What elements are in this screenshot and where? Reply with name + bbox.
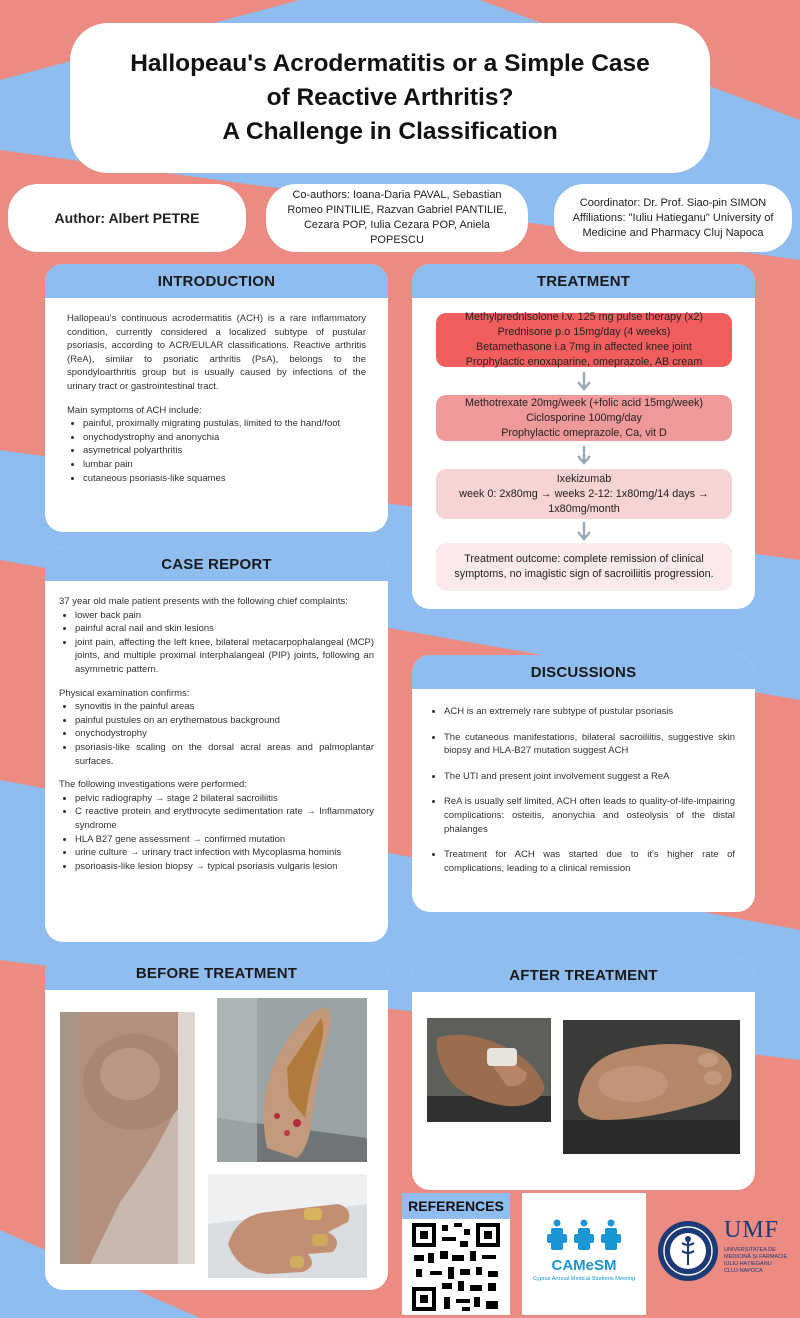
coordinator-box — [554, 184, 792, 252]
camesm-subtitle: Cyprus Annual Medical Students Meeting — [532, 1276, 636, 1282]
foot-photo — [217, 998, 367, 1162]
umf-sub-2: MEDICINĂ ȘI FARMACIE — [724, 1254, 788, 1260]
investigations-list — [59, 792, 374, 874]
treatment-line: Methylprednisolone i.v. 125 mg pulse therapy (x2) — [464, 311, 704, 323]
list-item: • psoriasis-like scaling on the dorsal acral areas and palmoplantar surfaces. — [75, 741, 374, 768]
symptoms-list — [67, 417, 366, 485]
treatment-line: Methotrexate 20mg/week (+folic acid 15mg/week) — [465, 396, 703, 409]
introduction-paragraph: Hallopeau's continuous acrodermatitis (ACH) is a rare inflammatory condition, currently considered a localized subtype of pustular psoriasis, according to ACR/EULAR classifications. Reactive arthritis (ReA), similar to psoriatic arthritis (PsA), belongs to the spondyloarthritis group but is usually caused by infections of the urinary tract or gastrointestinal tract. — [67, 313, 366, 392]
camesm-name: CAMeSM — [551, 1257, 617, 1274]
list-item: • asymetrical polyarthritis — [83, 444, 366, 458]
umf-logo — [656, 1215, 798, 1295]
introduction-heading: INTRODUCTION — [45, 264, 388, 298]
coordinator-text: Coordinator: Dr. Prof. Siao-pin SIMON Affiliations: "Iuliu Hatieganu" University of Medicine and Pharmacy Cluj Napoca — [572, 196, 774, 239]
treatment-step-3 — [436, 469, 732, 519]
case-report-card — [45, 547, 388, 942]
after-treatment-card — [412, 958, 755, 1190]
list-item: • painful pustules on an erythematous background — [75, 714, 374, 728]
list-item: • lumbar pain — [83, 458, 366, 472]
discussions-list — [432, 705, 735, 875]
title-line-2: of Reactive Arthritis? — [266, 84, 514, 111]
list-item: • ReA is usually self limited, ACH often leads to quality-of-life-impairing complications: osteitis, anonychia and osteolysis of the distal phalanges — [444, 795, 735, 836]
title-line-3: A Challenge in Classification — [222, 118, 558, 145]
treatment-line: symptoms, no imagistic sign of sacroiliitis progression. — [454, 568, 714, 580]
coauthors-text: Co-authors: Ioana-Daria PAVAL, Sebastian Romeo PINTILIE, Razvan Gabriel PANTILIE, Cezara POP, Iulia Cezara POP, Aniela POPESCU — [287, 189, 507, 246]
list-item: • lower back pain — [75, 609, 374, 623]
list-item: • The cutaneous manifestations, bilateral sacroiliitis, suggestive skin biopsy and HLA-B27 mutation suggest ACH — [444, 731, 735, 758]
coauthors-box — [266, 184, 528, 252]
umf-sub-4: CLUJ-NAPOCA — [724, 1268, 763, 1274]
treatment-outcome — [436, 543, 732, 591]
list-item: • joint pain, affecting the left knee, bilateral metacarpophalangeal (MCP) joints, and multiple proximal interphalangeal (PIP) joints, following an asymmetric pattern. — [75, 636, 374, 677]
before-treatment-card — [45, 956, 388, 1290]
complaints-list — [59, 609, 374, 677]
list-item: • C reactive protein and erythrocyte sedimentation rate → Inflammatory syndrome — [75, 805, 374, 832]
camesm-logo — [522, 1193, 646, 1315]
list-item: • onychodystrophy — [75, 727, 374, 741]
foot-after-photo — [563, 1020, 740, 1154]
author-name: Author: Albert PETRE — [54, 210, 200, 226]
references-box — [402, 1193, 510, 1315]
umf-sub-1: UNIVERSITATEA DE — [724, 1247, 776, 1253]
investigations-intro: The following investigations were performed: — [59, 779, 247, 791]
treatment-line: Betamethasone i.a 7mg in affected knee joint — [476, 341, 692, 353]
list-item: • cutaneous psoriasis-like squames — [83, 472, 366, 486]
treatment-line: Prednisone p.o 15mg/day (4 weeks) — [497, 326, 671, 338]
qr-code[interactable] — [410, 1221, 502, 1313]
symptoms-intro: Main symptoms of ACH include: — [67, 404, 202, 416]
exam-intro: Physical examination confirms: — [59, 687, 190, 699]
hand-after-photo — [427, 1018, 551, 1122]
list-item: • onychodystrophy and anonychia — [83, 431, 366, 445]
list-item: • HLA B27 gene assessment → confirmed mutation — [75, 833, 374, 847]
treatment-line: week 0: 2x80mg → weeks 2-12: 1x80mg/14 days → — [459, 487, 709, 500]
treatment-line: Treatment outcome: complete remission of clinical — [464, 553, 704, 565]
references-label: REFERENCES — [402, 1193, 510, 1219]
complaints-intro: 37 year old male patient presents with the following chief complaints: — [59, 596, 348, 607]
treatment-line: Prophylactic enoxaparine, omeprazole, AB cream — [465, 356, 703, 368]
treatment-line: Ixekizumab — [556, 472, 612, 485]
after-treatment-heading: AFTER TREATMENT — [412, 958, 755, 992]
list-item: • pelvic radiography → stage 2 bilateral sacroiliitis — [75, 792, 374, 806]
umf-sub-3: IULIU HAȚIEGANU — [724, 1261, 772, 1267]
discussions-card — [412, 655, 755, 912]
treatment-line: Ciclosporine 100mg/day — [526, 411, 642, 424]
list-item: • synovitis in the painful areas — [75, 700, 374, 714]
discussions-heading: DISCUSSIONS — [412, 655, 755, 689]
university-seal-icon — [656, 1219, 720, 1283]
list-item: • psorioasis-like lesion biopsy → typical psoriasis vulgaris lesion — [75, 860, 374, 874]
umf-name: UMF — [724, 1217, 780, 1243]
treatment-step-1 — [436, 313, 732, 367]
hand-photo — [208, 1174, 367, 1278]
title-line-1: Hallopeau's Acrodermatitis or a Simple Case — [130, 50, 650, 77]
knee-photo — [60, 1012, 195, 1264]
down-arrow-icon — [576, 446, 592, 466]
title-box — [70, 23, 710, 173]
medical-cross-icon — [544, 1219, 624, 1253]
list-item: • ACH is an extremely rare subtype of pustular psoriasis — [444, 705, 735, 719]
before-treatment-heading: BEFORE TREATMENT — [45, 956, 388, 990]
introduction-card — [45, 264, 388, 532]
treatment-line: Prophylactic omeprazole, Ca, vit D — [501, 426, 667, 439]
treatment-card — [412, 264, 755, 609]
case-report-heading: CASE REPORT — [45, 547, 388, 581]
treatment-line: 1x80mg/month — [548, 502, 620, 515]
list-item: • The UTI and present joint involvement suggest a ReA — [444, 770, 735, 784]
list-item: • painful, proximally migrating pustulas, limited to the hand/foot — [83, 417, 366, 431]
list-item: • Treatment for ACH was started due to it's higher rate of complications, leading to a clinical remission — [444, 848, 735, 875]
exam-list — [59, 700, 374, 768]
treatment-heading: TREATMENT — [412, 264, 755, 298]
treatment-step-2 — [436, 395, 732, 441]
down-arrow-icon — [576, 522, 592, 542]
author-box — [8, 184, 246, 252]
down-arrow-icon — [576, 372, 592, 392]
list-item: • urine culture → urinary tract infection with Mycoplasma hominis — [75, 846, 374, 860]
list-item: • painful acral nail and skin lesions — [75, 622, 374, 636]
